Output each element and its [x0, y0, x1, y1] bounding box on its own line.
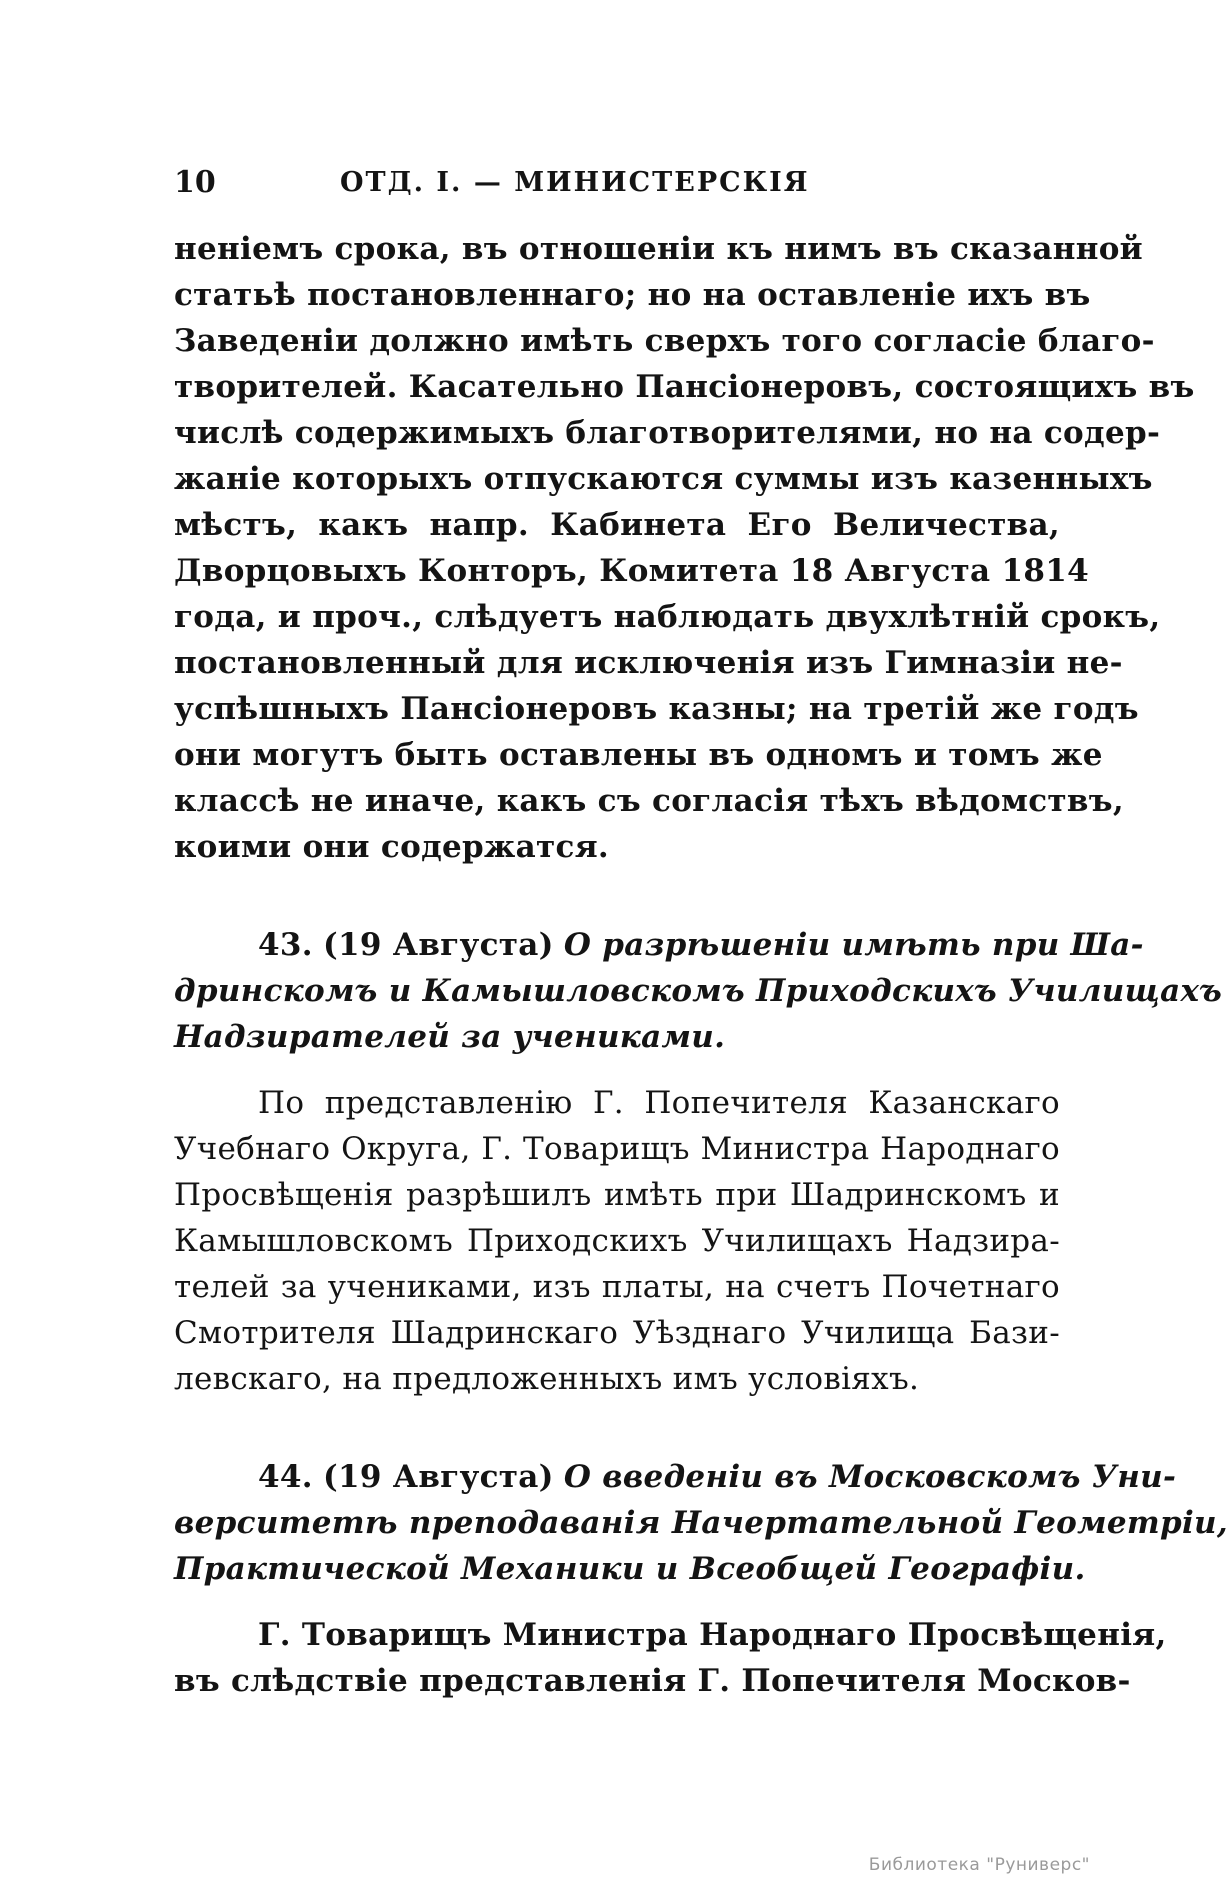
text-line: неніемъ срока, въ отношеніи къ нимъ въ сказанной [174, 231, 1143, 267]
section-number: 44. [258, 1459, 313, 1495]
text-line: статьѣ постановленнаго; но на оставленіе ихъ въ [174, 277, 1091, 313]
text-line: Смотрителя Шадринскаго Уѣзднаго Училища Бази- [174, 1315, 1060, 1351]
section-43-body [174, 1080, 1060, 1402]
section-title-line: Надзирателей за учениками. [174, 1019, 726, 1055]
section-44-heading [174, 1454, 1228, 1592]
text-line: года, и проч., слѣдуетъ наблюдать двухлѣтній срокъ, [174, 599, 1161, 635]
section-title-line: Практической Механики и Всеобщей Географіи. [174, 1551, 1086, 1587]
library-watermark: Библиотека "Руниверс" [868, 1855, 1090, 1875]
text-line: Дворцовыхъ Конторъ, Комитета 18 Августа 1814 [174, 553, 1090, 589]
section-heading-line [174, 922, 1144, 968]
section-title-line: дринскомъ и Камышловскомъ Приходскихъ Училищахъ [174, 973, 1223, 1009]
section-title-line: верситетѣ преподаванія Начертательной Геометріи, [174, 1505, 1228, 1541]
text-line: они могутъ быть оставлены въ одномъ и томъ же [174, 737, 1103, 773]
section-43-heading [174, 922, 1223, 1060]
text-line: жаніе которыхъ отпускаются суммы изъ казенныхъ [174, 461, 1153, 497]
text-line: въ слѣдствіе представленія Г. Попечителя Москов- [174, 1663, 1131, 1699]
section-date: (19 Августа) [323, 927, 554, 963]
text-line: числѣ содержимыхъ благотворителями, но на содер- [174, 415, 1161, 451]
text-line: левскаго, на предложенныхъ имъ условіяхъ. [174, 1361, 920, 1397]
section-heading-line [174, 1454, 1177, 1500]
text-line: успѣшныхъ Пансіонеровъ казны; на третій же годъ [174, 691, 1139, 727]
section-44-body [174, 1612, 1167, 1704]
text-line: Просвѣщенія разрѣшилъ имѣть при Шадринскомъ и [174, 1177, 1060, 1213]
text-line: По представленію Г. Попечителя Казанскаго [258, 1085, 1060, 1121]
text-line: классѣ не иначе, какъ съ согласія тѣхъ вѣдомствъ, [174, 783, 1124, 819]
text-line: творителей. Касательно Пансіонеровъ, состоящихъ въ [174, 369, 1195, 405]
page-header [174, 160, 1060, 206]
section-number: 43. [258, 927, 313, 963]
page-number: 10 [174, 165, 216, 200]
page-text-column [174, 160, 1228, 1704]
running-head: ОТД. I. — МИНИСТЕРСКІЯ [340, 167, 810, 198]
text-line: Учебнаго Округа, Г. Товарищъ Министра Народнаго [174, 1131, 1060, 1167]
section-title-part: О разрѣшеніи имѣть при Ша- [563, 927, 1144, 963]
text-line: Заведеніи должно имѣть сверхъ того согласіе благо- [174, 323, 1155, 359]
text-line: телей за учениками, изъ платы, на счетъ Почетнаго [174, 1269, 1060, 1305]
section-date: (19 Августа) [323, 1459, 554, 1495]
section-title-part: О введеніи въ Московскомъ Уни- [563, 1459, 1177, 1495]
continuation-paragraph [174, 226, 1195, 870]
text-line: мѣстъ, какъ напр. Кабинета Его Величества, [174, 507, 1060, 543]
text-line: коими они содержатся. [174, 829, 610, 865]
text-line: постановленный для исключенія изъ Гимназіи не- [174, 645, 1123, 681]
text-line: Камышловскомъ Приходскихъ Училищахъ Надзира- [174, 1223, 1060, 1259]
text-line: Г. Товарищъ Министра Народнаго Просвѣщенія, [258, 1617, 1167, 1653]
